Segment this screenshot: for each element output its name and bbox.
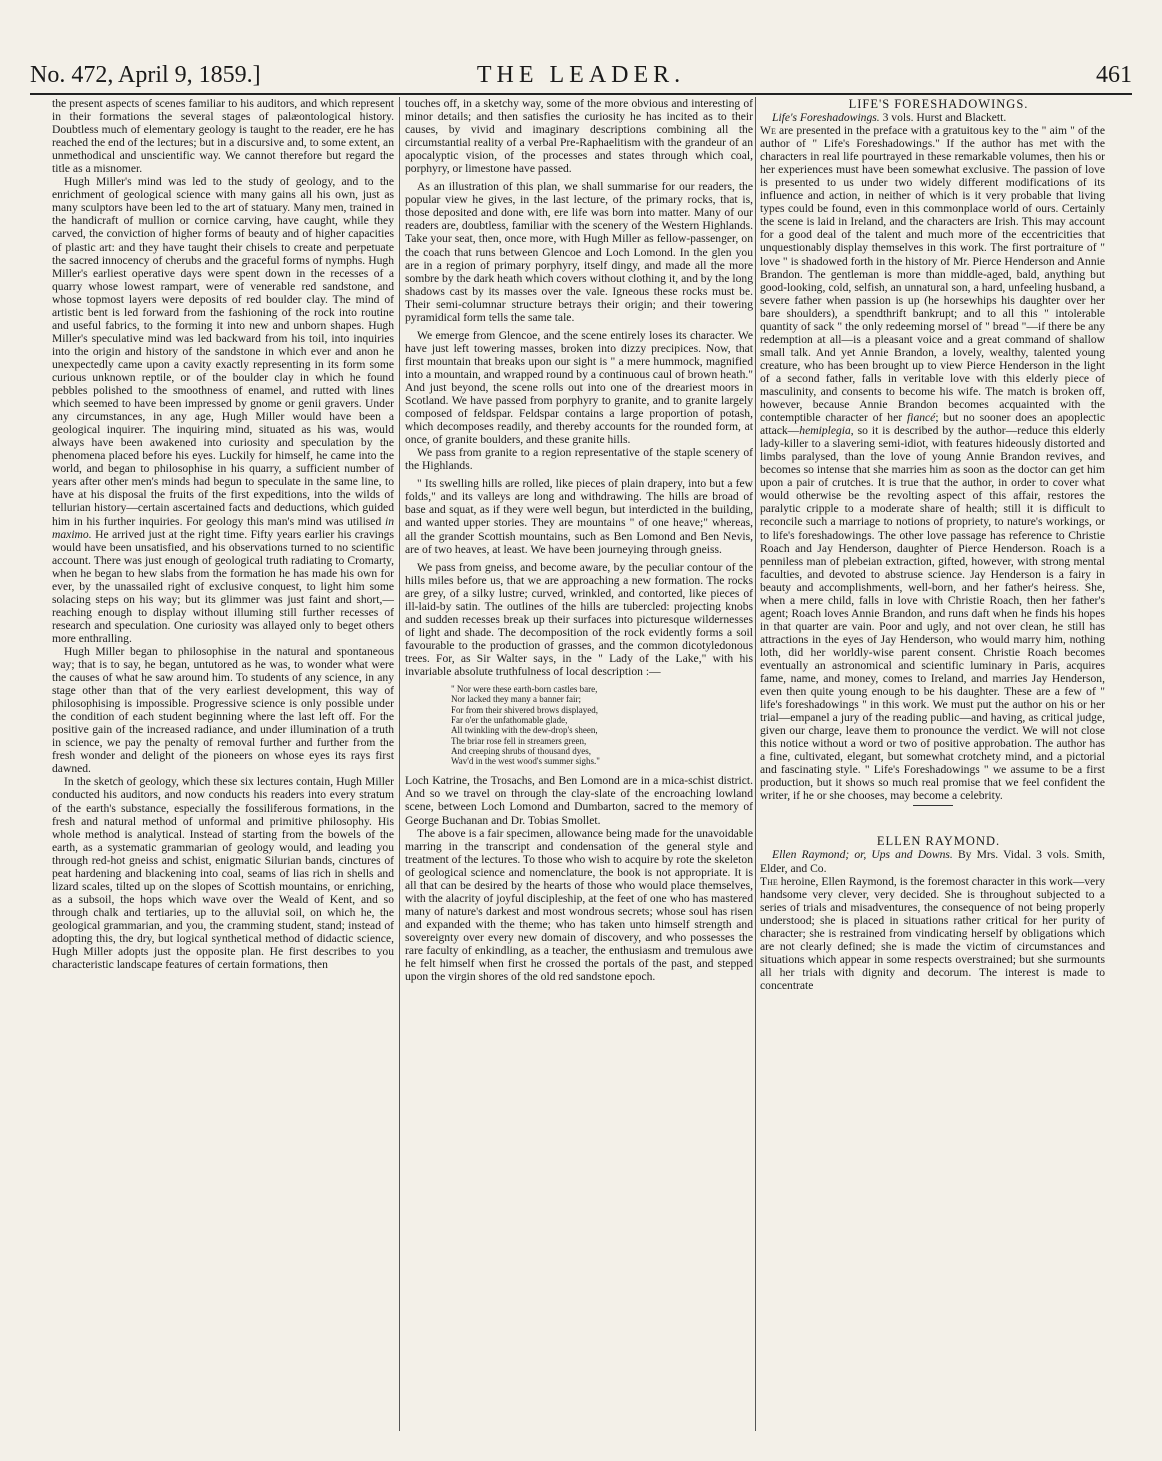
paragraph: Hugh Miller began to philosophise in the natural and spontaneous way; that is to say, he began, untutored as he was, to wonder what were the causes of what he saw around him. To students of any science, in any stage other than that of the very earliest development, this way of philosophising is impossible. Progressive science is only possible under the condition of each student beginning where the last left off. For the positive gain of the increased radiance, and under illumination of a truth in science, we pay the penalty of removal further and further from the fresh wonder and delight of the pioneers on whose eyes its rays first dawned. — [52, 644, 394, 776]
page-number: 461 — [1096, 62, 1132, 88]
paragraph: We pass from gneiss, and become aware, by the peculiar contour of the hills miles before us, that we are approaching a new formation. The rocks are grey, of a silky lustre; curved, wrinkled, and contorted, like pieces of ill-laid-by satin. The outlines of the hills are tubercled: projecting knobs and sudden recesses break up their surfaces into picturesque wildernesses of light and shade. The decomposition of the rock evidently forms a soil favourable to the production of grasses, and the common dicotyledonous trees. For, as Sir Walter says, in the " Lady of the Lake," with his invariable absolute truthfulness of local description :— — [405, 560, 753, 678]
issue-date: No. 472, April 9, 1859.] — [30, 62, 261, 88]
quoted-paragraph: " Its swelling hills are rolled, like pieces of plain drapery, into but a few folds," and its valleys are long and withdrawing. The hills are broad of base and squat, as if they were well begun, but interdicted in the building, and wanted upper stories. They are mountains " of one heave;" whereas, all the grander Scottish mountains, such as Ben Lomond and Ben Nevis, are of two heaves, at least. We have been journeying through gneiss. — [405, 477, 753, 556]
column-2 — [405, 97, 753, 1423]
paragraph: the present aspects of scenes familiar to his auditors, and which represent in their formations the several stages of palæontological history. Doubtless much of elementary geology is taught to the reader, ere he has reached the end of the lectures; but in a discursive and, to some extent, an unmethodical and unscientific way. We cannot therefore but regard the title as a misnomer. — [52, 97, 394, 176]
column-divider — [399, 97, 400, 1431]
review-title: LIFE'S FORESHADOWINGS. — [848, 97, 1029, 111]
paragraph: We pass from granite to a region representative of the staple scenery of the Highlands. — [405, 446, 753, 473]
poem-line: Far o'er the unfathomable glade, — [451, 714, 568, 725]
paragraph: We emerge from Glencoe, and the scene entirely loses its character. We have just left towering masses, broken into dizzy precipices. Now, that first mountain that breaks upon our sight is " a mere hummock, magnified into a mountain, and wrapped round by a continuous caul of brown heath." And just beyond, the scene rolls out into one of the dreariest moors in Scotland. We have passed from porphyry to granite, and to granite largely composed of feldspar. Feldspar contains a large proportion of potash, which decomposes readily, and thereby accounts for the rounded form, at once, of granite boulders, and these granite hills. — [405, 328, 753, 447]
poem-line: And creeping shrubs of thousand dyes, — [451, 745, 591, 756]
paragraph: In the sketch of geology, which these six lectures contain, Hugh Miller conducted his auditors, and now conducts his readers into every stratum of the earth's substance, especially the fossiliferous formations, in the fresh and natural method of unformal and primitive philosophy. His whole method is analytical. Instead of starting from the bowels of the earth, as a systematic grammarian of geology would, and leading you through red-hot gneiss and schist, enigmatic Silurian bands, cinctures of peat hardening and blackening into coal, seams of lias rich in shells and lizard scales, tilted up on the slopes of Scottish mountains, or enriching, as a subsoil, the hops which wave over the Weald of Kent, and so through chalk and tertiaries, up to the alluvial soil, on which he, the geological grammarian, and you, the cramming student, stand; instead of adopting this, the dry, but logical synthetical method of didactic science, Hugh Miller adopts just the opposite plan. He first describes to you characteristic landscape features of certain formations, then — [52, 775, 394, 972]
poem-quotation — [405, 684, 753, 766]
poem-line: " Nor were these earth-born castles bare, — [451, 684, 598, 695]
column-3 — [760, 97, 1105, 1423]
header-rule — [30, 93, 1132, 95]
paragraph: Loch Katrine, the Trosachs, and Ben Lomond are in a mica-schist district. And so we travel on through the clay-slate of the encroaching lowland scene, between Loch Lomond and Dumbarton, sacred to the memory of George Buchanan and Dr. Tobias Smollet. — [405, 774, 753, 827]
column-1 — [52, 97, 394, 1423]
review-bibliography: Ellen Raymond; or, Ups and Downs. By Mrs. Vidal. 3 vols. Smith, Elder, and Co. — [760, 848, 1105, 875]
column-divider — [755, 97, 756, 1431]
paragraph: As an illustration of this plan, we shall summarise for our readers, the popular view he gives, in the last lecture, of the primary rocks, that is, those deposited and done with, ere life was born into matter. Many of our readers are, doubtless, familiar with the scenery of the Western Highlands. Take your seat, then, once more, with Hugh Miller as fellow-passenger, on the coach that runs between Glencoe and Loch Lomond. In the glen you are in a region of primary porphyry, itself dingy, and made all the more sombre by the dark heath which covers without clothing it, and by the long shadows cast by its masses over the vale. Igneous these rocks must be. Their semi-columnar structure betrays their origin; and their towering pyramidical form tells the same tale. — [405, 180, 753, 324]
paragraph: The above is a fair specimen, allowance being made for the unavoidable marring in the transcript and condensation of the general style and treatment of the lectures. To those who wish to acquire by rote the skeleton of geological science and nomenclature, the book is not appropriate. It is all that can be desired by the hearts of those who would place themselves, with the alacrity of joyful discipleship, at the feet of one who has mastered many of nature's darkest and most wondrous secrets; whose soul has risen and expanded with the theme; who has taken unto himself strength and sovereignty over every new domain of discovery, and who possesses the rare faculty of enkindling, as a teacher, the enthusiasm and tremulous awe he felt himself when first he crossed the portals of the past, and stepped upon the virgin shores of the old red sandstone epoch. — [405, 826, 753, 984]
paragraph: touches off, in a sketchy way, some of the more obvious and interesting of minor details; and then satisfies the curiosity he has incited as to their causes, by vivid and imaginary descriptions combining all the circumstantial reality of a verbal Pre-Raphaelitism with the grandeur of an apocalyptic vision, of the processes and states through which coal, porphyry, or limestone have passed. — [405, 97, 753, 176]
poem-line: Nor lacked they many a banner fair; — [451, 694, 581, 705]
masthead — [30, 55, 1132, 95]
poem-line: For from their shivered brows displayed, — [451, 704, 598, 715]
review-title: ELLEN RAYMOND. — [876, 834, 1001, 849]
newspaper-title: THE LEADER. — [476, 62, 686, 88]
emphasis: in maximo. — [52, 514, 394, 541]
poem-line: Wav'd in the west wood's summer sighs." — [451, 756, 600, 767]
review-bibliography: Life's Foreshadowings. 3 vols. Hurst and Blackett. — [772, 111, 1007, 124]
review-body: We are presented in the preface with a gratuitous key to the " aim " of the author of " Life's Foreshadowings." If the author has met with the characters in real life pourtrayed in these remarkable volumes, then his or her experiences must have been somewhat exclusive. The passion of love is presented to us under two widely different modifications of its influence and action, in neither of which is it very probable that living types could be found, even in this commonplace world of ours. Certainly the scene is laid in Ireland, and the characters are Irish. This may account for a good deal of the talent and much more of the eccentricities that unquestionably display themselves in this work. The first portraiture of " love " is shadowed forth in the history of Mr. Pierce Henderson and Annie Brandon. The gentleman is more than middle-aged, bald, anything but good-looking, cold, selfish, an unnatural son, a hard, unfeeling husband, a severe father when passion is up (he horsewhips his daughter over her bare shoulders), a spendthrift bankrupt; and to all this " intolerable quantity of sack " the only redeeming morsel of " bread "—if there be any redemption at all—is a pleasant voice and a great command of shallow small talk. And yet Annie Brandon, a lovely, wealthy, talented young creature, who has been brought up to view Pierce Henderson in the light of a second father, falls in veritable love with this elderly piece of masculinity, and consents to become his wife. The match is broken off, however, because Annie Brandon becomes acquainted with the contemptible character of her fiancé; but no sooner does an apoplectic attack—hemiplegia, so it is described by the author—reduce this elderly lady-killer to a slavering semi-idiot, with features hideously distorted and limbs paralysed, than the love of young Annie Brandon revives, and becomes so intense that she marries him as soon as the doctor can get him upon a pair of crutches. It is true that the author, in order to cover what would otherwise be the revolting aspect of this affair, restores the paralytic cripple to a moderate share of health; still it is difficult to reconcile such a marriage to notions of propriety, to nature's workings, or to life's foreshadowings. The other love passage has reference to Christie Roach and Jay Henderson, daughter of Pierce Henderson. Roach is a penniless man of plebeian extraction, gifted, however, with strong mental faculties, and devoted to abstruse science. Jay Henderson is a fairy in beauty and accomplishments, well-born, and her father's heiress. She, when a mere child, falls in love with Christie Roach, then her father's agent; Roach loves Annie Brandon, and runs daft when he finds his hopes in that quarter are vain. Poor and ugly, and not over clean, he still has attractions in the eyes of Jay Henderson, who would marry him, nothing loth, did her worldly-wise parent consent. Christie Roach becomes eventually an astronomical and scientific luminary in Paris, acquires fame, name, and money, comes to Ireland, and marries Jay Henderson, even then quite young enough to be his daughter. These are a few of " life's foreshadowings " in this work. We must put the author on his or her trial—empanel a jury of the reading public—and having, as critical judge, given our charge, leave them to pronounce the verdict. We will not close this notice without a word or two of positive approbation. The author has a fine, cultivated, elegant, but somewhat crotchety mind, and a pictorial and fascinating style. " Life's Foreshadowings " we assume to be a first production, but it shows so much real promise that we feel confident the writer, if he or she chooses, may become a celebrity. — [760, 124, 1105, 803]
poem-line: All twinkling with the dew-drop's sheen, — [451, 725, 598, 736]
poem-line: The briar rose fell in streamers green, — [451, 735, 587, 746]
review-body: The heroine, Ellen Raymond, is the foremost character in this work—very handsome very clever, very decided. She is throughout subjected to a series of trials and misadventures, the consequence of not being properly understood; she is placed in situations rather critical for her purity of character; she is restrained from vindicating herself by obligations which are not clearly defined; she is made the victim of circumstances and situations which appear in some respects overstrained; but she surmounts all her trials with dignity and decorum. The interest is made to concentrate — [760, 874, 1105, 992]
section-divider — [913, 805, 953, 806]
paragraph: Hugh Miller's mind was led to the study of geology, and to the enrichment of geological science with many gains all his own, just as many sculptors have been led to the art of statuary. Many men, trained in the handicraft of mullion or cornice carving, have caught, while they carved, the conviction of higher forms of beauty and of higher capacities of plastic art: and they have taught their chisels to create and perpetuate the sacred innocency of cherubs and the graceful forms of nymphs. Hugh Miller's earliest operative days were spent down in the recesses of a quarry whose lowest rampart, were of venerable red sandstone, and whose topmost layers were deposits of red boulder clay. The mind of artistic bent is led forward from the fashioning of the rock into routine and useful fabrics, to the forming it into new and unborn shapes. Hugh Miller's speculative mind was led backward from his toil, into inquiries into the origin and history of the sandstone in which ever and anon he unexpectedly came upon a cavity exactly representing in its form some curious unknown reptile, or of the boulder clay in which he found pebbles polished to the smoothness of enamel, and rutted with lines which seemed to have been impressed by gnome or genii gravers. Under any circumstances, in any age, Hugh Miller would have been a geological inquirer. The inquiring mind, situated as his was, would always have been awakened into curiosity and speculation by the phenomena placed before his eyes. Luckily for himself, he came into the world, and began to philosophise in his quarry, a sufficient number of years after other men's minds had begun to speculate in the same line, to have at his disposal the fruits of the first expeditions, into the wilds of tellurian history—certain ascertained facts and deductions, which guided him in his further inquiries. For geology this man's mind was utilised in maximo. He arrived just at the right time. Fifty years earlier his cravings would have been unsatisfied, and his observations turned to no scientific account. There was just enough of geological truth radiating to Cromarty, when he began to hew slabs from the formation he has made his own for ever, by the unassailed right of exclusive conquest, to light him some solacing steps on his way; but its glimmer was just faint and short,—reaching enough to display without illuming still further recesses of research and speculation. One curiosity was allayed only to beget others more enthralling. — [52, 175, 394, 645]
